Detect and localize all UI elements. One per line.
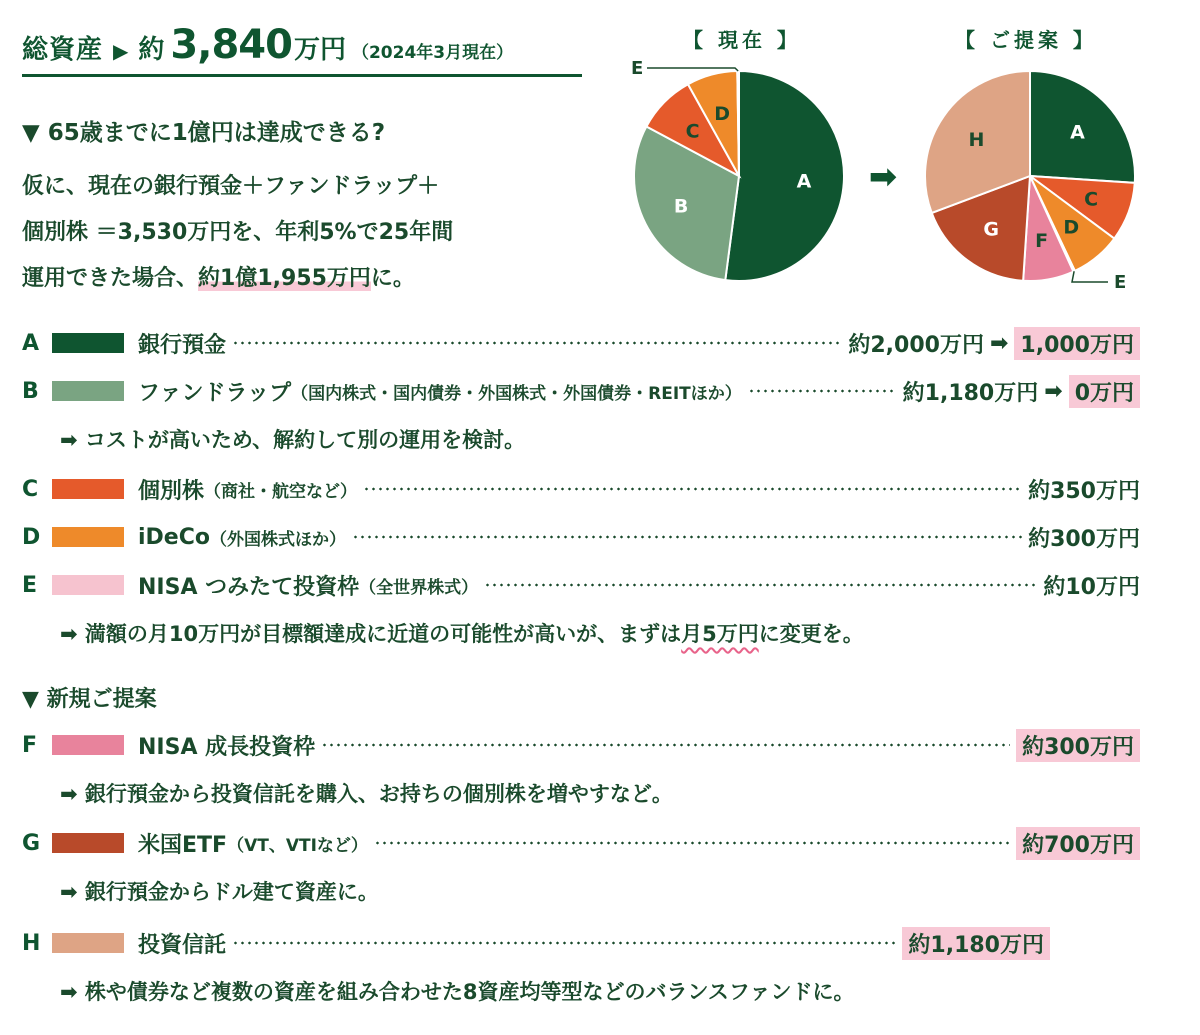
proposal-label-g: G: [983, 218, 1000, 241]
comment-e-post: に変更を。: [758, 622, 864, 646]
lead-line-1: 仮に、現在の銀行預金＋ファンドラップ＋: [22, 174, 440, 199]
leader-dots: [374, 841, 1010, 845]
pie-charts: [615, 50, 1175, 300]
legend-new-amount: 0万円: [1069, 375, 1140, 408]
current-label-a: A: [796, 170, 812, 193]
leader-dots: [232, 341, 842, 345]
comment-b: ➡ コストが高いため、解約して別の運用を検討。: [60, 428, 526, 452]
comment-h: ➡ 株や債券など複数の資産を組み合わせた8資産均等型などのバランスファンドに。: [60, 980, 855, 1004]
legend-swatch-b: [52, 381, 124, 401]
legend-note: （国内株式・国内債券・外国株式・外国債券・REITほか）: [291, 383, 742, 404]
pie-proposal-title: 【 ご提案 】: [955, 28, 1097, 52]
legend-note: （外国株式ほか）: [209, 529, 346, 550]
leader-dots: [321, 743, 1010, 747]
total-unit: 万円: [293, 35, 346, 65]
proposal-label-a: A: [1070, 121, 1085, 144]
current-label-d: D: [714, 103, 731, 126]
current-slice-a: [725, 71, 844, 281]
legend-amount: 約1,180万円: [902, 927, 1050, 960]
legend-swatch-a: [52, 333, 124, 353]
pie-proposal: [925, 71, 1135, 281]
legend-new-amount: 1,000万円: [1014, 327, 1140, 360]
total-approx: 約: [138, 35, 165, 65]
comment-e-pre: ➡ 満額の月10万円が目標額達成に近道の可能性が高いが、まずは: [60, 622, 682, 646]
legend-name: 投資信託: [138, 932, 227, 958]
legend-row-a: [22, 326, 1140, 360]
legend-amount: 約300万円: [1016, 729, 1140, 762]
legend-name: 米国ETF: [138, 832, 228, 858]
current-label-b: B: [673, 195, 689, 218]
legend-letter: A: [22, 330, 40, 356]
legend-row-g: [22, 826, 1140, 860]
legend-letter: C: [22, 476, 39, 502]
leader-dots: [352, 535, 1022, 539]
comment-e: [60, 618, 864, 648]
legend-swatch-g: [52, 833, 124, 853]
legend-name: 個別株: [138, 478, 205, 504]
legend-row-d: [22, 520, 1140, 554]
total-amount: 3,840: [170, 22, 292, 68]
pie-current: [634, 71, 844, 281]
legend-row-c: [22, 472, 1140, 506]
legend-amount: 約350万円: [1028, 478, 1140, 504]
legend-swatch-f: [52, 735, 124, 755]
lead-highlight-amount: 約1億1,955万円: [198, 266, 371, 291]
legend-name: iDeCo: [138, 524, 210, 550]
legend-swatch-c: [52, 479, 124, 499]
legend-amount: 約2,000万円: [848, 332, 984, 358]
right-arrow-icon: ➡: [989, 330, 1009, 356]
proposal-label-c: C: [1084, 188, 1099, 211]
legend-letter: B: [22, 378, 39, 404]
lead-line-2: 個別株 ＝3,530万円を、年利5%で25年間: [22, 220, 454, 245]
proposal-label-d: D: [1063, 216, 1080, 239]
proposal-label-h: H: [968, 128, 985, 151]
total-assets-heading: [22, 22, 582, 77]
leader-dots: [232, 941, 896, 945]
total-asof: （2024年3月現在）: [351, 43, 514, 63]
comment-e-wavy: 月5万円: [681, 622, 759, 646]
lead-paragraph: [22, 164, 622, 302]
comment-f: ➡ 銀行預金から投資信託を購入、お持ちの個別株を増やすなど。: [60, 782, 673, 806]
pie-current-title: 【 現在 】: [683, 28, 801, 52]
question-heading: ▼ 65歳までに1億円は達成できる?: [22, 120, 386, 146]
legend-amount: 約700万円: [1016, 827, 1140, 860]
lead-line-3-pre: 運用できた場合、: [22, 266, 199, 291]
current-e-callout-label: E: [631, 58, 644, 79]
legend-swatch-d: [52, 527, 124, 547]
legend-note: （VT、VTIなど）: [227, 835, 368, 856]
leader-dots: [484, 583, 1037, 587]
legend-row-b: [22, 374, 1140, 408]
legend-letter: G: [22, 830, 41, 856]
right-arrow-icon: ➡: [1044, 378, 1063, 404]
legend-row-f: [22, 728, 1140, 762]
total-assets-label: 総資産: [22, 35, 104, 65]
lead-line-3: [22, 256, 622, 302]
legend-name: NISA つみたて投資枠: [138, 574, 360, 600]
legend-letter: D: [22, 524, 41, 550]
legend-amount: 約1,180万円: [902, 380, 1039, 406]
legend-amount: 約10万円: [1043, 574, 1140, 600]
proposal-e-callout-line: [1072, 271, 1108, 282]
leader-dots: [748, 389, 897, 393]
proposal-e-callout-label: E: [1114, 272, 1127, 293]
legend-name: NISA 成長投資枠: [138, 734, 316, 760]
legend-name: ファンドラップ: [138, 380, 292, 406]
legend-swatch-e: [52, 575, 124, 595]
legend-note: （全世界株式）: [359, 577, 479, 598]
legend-letter: H: [22, 930, 41, 956]
legend-row-h: [22, 926, 1050, 960]
proposal-label-f: F: [1035, 230, 1049, 253]
current-label-c: C: [685, 120, 700, 143]
legend-swatch-h: [52, 933, 124, 953]
legend-note: （商社・航空など）: [204, 481, 358, 502]
legend-name: 銀行預金: [138, 332, 227, 358]
new-proposal-heading: ▼ 新規ご提案: [22, 687, 157, 712]
legend-letter: E: [22, 572, 38, 598]
play-arrow-icon: ▶: [113, 39, 129, 63]
pie-arrow-icon: ➡: [868, 157, 898, 197]
leader-dots: [363, 487, 1022, 491]
legend-letter: F: [22, 732, 38, 758]
comment-g: ➡ 銀行預金からドル建て資産に。: [60, 880, 379, 904]
lead-line-3-post: に。: [370, 266, 415, 291]
legend-amount: 約300万円: [1028, 526, 1140, 552]
legend-row-e: [22, 568, 1140, 602]
current-e-callout-line: [647, 68, 738, 71]
